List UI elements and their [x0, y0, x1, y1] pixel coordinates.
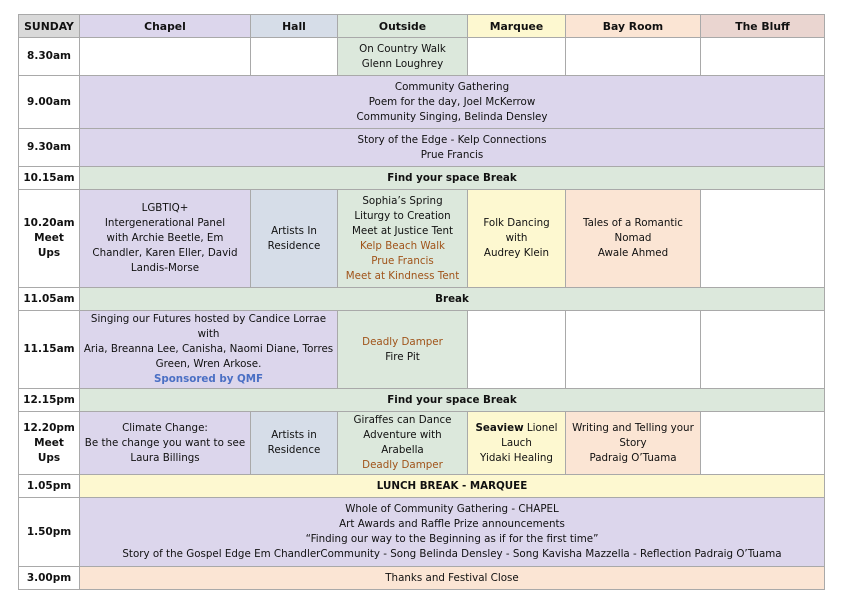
table-row [19, 129, 825, 167]
time-cell: 1.05pm [19, 475, 80, 498]
schedule-table [18, 14, 825, 590]
header-row [19, 15, 825, 38]
presenter-name: Lionel [523, 421, 558, 434]
session-presenter: Prue Francis [420, 148, 484, 161]
break-cell: Find your space Break [80, 389, 825, 412]
empty-cell [566, 38, 701, 76]
session-cell [80, 190, 251, 288]
empty-cell [701, 38, 825, 76]
session-presenter: Chandler, Karen Eller, David [92, 247, 238, 259]
session-cell [338, 412, 468, 475]
session-detail: Poem for the day, Joel McKerrow [368, 95, 536, 108]
table-row [19, 38, 825, 76]
session-title: Residence [267, 239, 321, 252]
time-label: 12.20pm [23, 421, 75, 434]
time-label: 10.20am [23, 217, 75, 229]
time-cell: 9.30am [19, 129, 80, 167]
session-title: Sophia’s Spring [362, 194, 443, 207]
break-cell: LUNCH BREAK - MARQUEE [80, 475, 825, 498]
session-title: Artists in [271, 429, 317, 441]
session-cell [80, 129, 825, 167]
session-title: Nomad [614, 232, 652, 244]
break-cell: Break [80, 288, 825, 311]
time-cell [19, 190, 80, 288]
session-cell [566, 190, 701, 288]
session-title: Residence [267, 444, 321, 456]
session-title: Giraffes can Dance [353, 414, 452, 426]
session-title: Tales of a Romantic [583, 217, 683, 229]
session-title: Adventure with Arabella [363, 429, 442, 456]
session-title: Community Gathering [394, 80, 510, 93]
table-row [19, 311, 825, 389]
header-bay-room: Bay Room [566, 15, 701, 38]
session-cell [251, 190, 338, 288]
session-presenter: Audrey Klein [483, 247, 550, 259]
break-cell: Find your space Break [80, 167, 825, 190]
session-title: Singing our Futures hosted by Candice Lorrae with [90, 313, 327, 340]
session-title: On Country Walk [359, 42, 446, 55]
header-chapel: Chapel [80, 15, 251, 38]
session-detail: Art Awards and Raffle Prize announcements [339, 518, 565, 530]
session-title: Deadly Damper [362, 335, 443, 348]
header-outside: Outside [338, 15, 468, 38]
time-sublabel: Meet Ups [34, 436, 64, 464]
table-row [19, 76, 825, 129]
session-cell [251, 412, 338, 475]
session-presenter: Awale Ahmed [597, 247, 669, 259]
session-presenter: Landis-Morse [130, 262, 200, 274]
session-location: Meet at Justice Tent [351, 224, 454, 237]
session-presenter: Lauch [501, 436, 532, 449]
session-title: Story of the Edge - Kelp Connections [357, 133, 547, 146]
table-row [19, 412, 825, 475]
table-row [19, 389, 825, 412]
session-presenter: Padraig O’Tuama [589, 451, 677, 464]
header-hall: Hall [251, 15, 338, 38]
session-title: Kelp Beach Walk [359, 239, 446, 252]
session-presenter: Aria, Breanna Lee, Canisha, Naomi Diane, Torres [83, 343, 334, 355]
session-title: Be the change you want to see [84, 436, 246, 449]
session-detail: Story of the Gospel Edge Em ChandlerCommunity - Song Belinda Densley - Song Kavisha Mazzella - Reflection Padraig O’Tuama [122, 548, 782, 560]
session-cell [468, 412, 566, 475]
sponsor-label: Sponsored by QMF [153, 373, 264, 385]
table-row [19, 475, 825, 498]
session-title: Story [619, 436, 647, 449]
empty-cell [468, 38, 566, 76]
time-cell: 11.15am [19, 311, 80, 389]
time-cell: 1.50pm [19, 498, 80, 567]
session-cell [338, 38, 468, 76]
time-sublabel: Meet Ups [34, 232, 64, 259]
session-cell [338, 311, 468, 389]
empty-cell [701, 412, 825, 475]
session-title: Folk Dancing with [483, 217, 550, 244]
session-title: Artists In [271, 224, 317, 237]
table-row [19, 567, 825, 590]
session-cell [80, 412, 251, 475]
session-title: Liturgy to Creation [354, 209, 451, 222]
empty-cell [701, 190, 825, 288]
session-title: Intergenerational Panel [104, 217, 226, 229]
session-presenter: with Archie Beetle, Em [106, 232, 224, 244]
time-cell: 3.00pm [19, 567, 80, 590]
empty-cell [251, 38, 338, 76]
closing-cell: Thanks and Festival Close [80, 567, 825, 590]
table-row [19, 190, 825, 288]
session-title: Writing and Telling your [572, 421, 694, 434]
empty-cell [80, 38, 251, 76]
session-location: Fire Pit [385, 350, 420, 363]
session-cell [80, 311, 338, 389]
header-the-bluff: The Bluff [701, 15, 825, 38]
table-row [19, 288, 825, 311]
table-row [19, 498, 825, 567]
session-title: Deadly Damper [362, 459, 443, 471]
header-sunday: SUNDAY [19, 15, 80, 38]
session-presenter: Laura Billings [130, 451, 200, 464]
time-cell: 8.30am [19, 38, 80, 76]
session-presenter [471, 421, 562, 436]
time-cell: 12.15pm [19, 389, 80, 412]
time-cell: 10.15am [19, 167, 80, 190]
session-cell [566, 412, 701, 475]
session-cell [80, 498, 825, 567]
empty-cell [468, 311, 566, 389]
session-cell [338, 190, 468, 288]
empty-cell [566, 311, 701, 389]
session-location: Meet at Kindness Tent [345, 269, 460, 282]
time-cell: 11.05am [19, 288, 80, 311]
session-presenter: Green, Wren Arkose. [155, 358, 262, 370]
session-detail: Community Singing, Belinda Densley [356, 110, 548, 123]
session-title: LGBTIQ+ [141, 202, 189, 214]
table-row [19, 167, 825, 190]
session-location: Seaview [475, 421, 524, 434]
session-title: Whole of Community Gathering - CHAPEL [345, 503, 559, 515]
header-marquee: Marquee [468, 15, 566, 38]
session-presenter: Prue Francis [371, 254, 434, 267]
session-detail: “Finding our way to the Beginning as if for the first time” [305, 533, 599, 545]
time-cell: 9.00am [19, 76, 80, 129]
schedule [18, 14, 824, 584]
session-presenter: Glenn Loughrey [361, 57, 444, 70]
time-cell [19, 412, 80, 475]
session-cell [80, 76, 825, 129]
session-title: Yidaki Healing [480, 451, 553, 464]
session-cell [468, 190, 566, 288]
session-title: Climate Change: [122, 421, 208, 434]
empty-cell [701, 311, 825, 389]
